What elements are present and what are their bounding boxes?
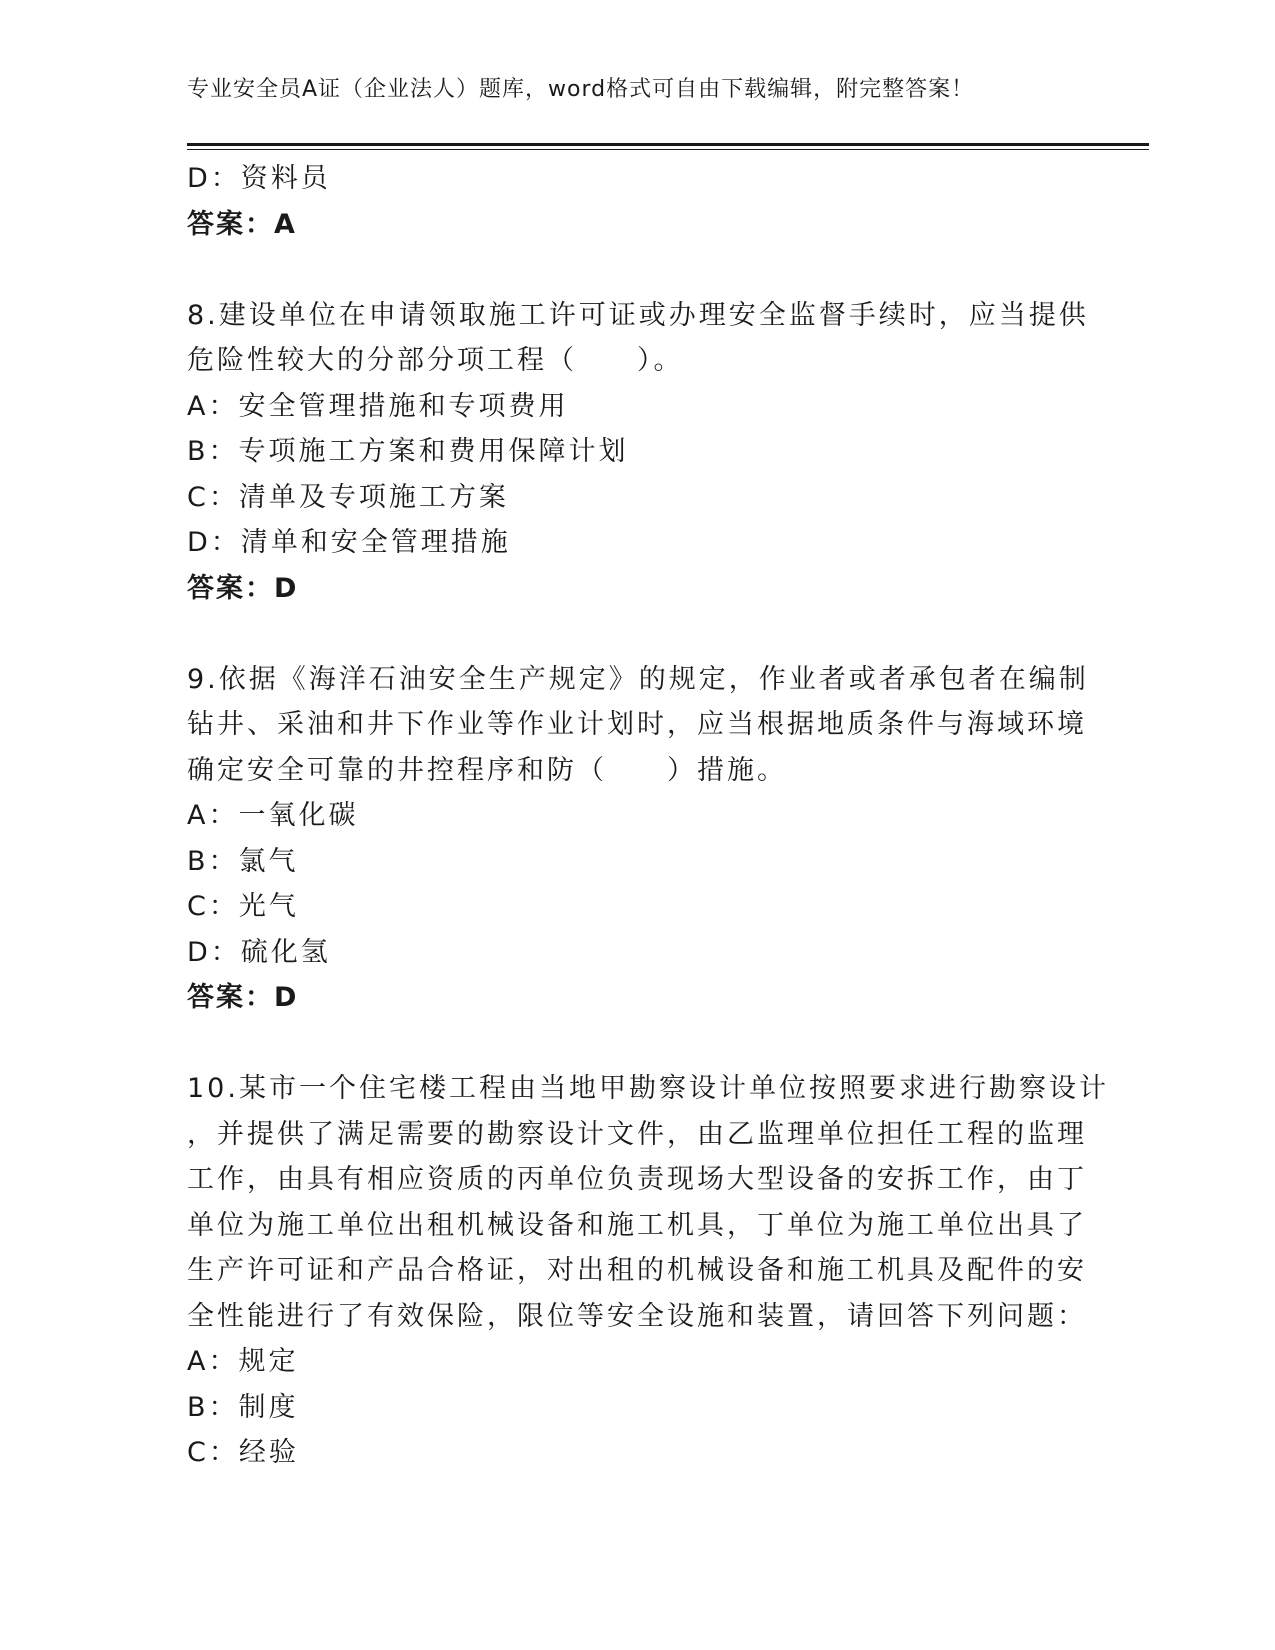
- spacer: [187, 247, 1087, 293]
- page-header: 专业安全员A证（企业法人）题库，word格式可自由下载编辑，附完整答案！: [187, 77, 975, 102]
- answer-line: 答案：A: [187, 208, 297, 240]
- question-10-line: 单位为施工单位出租机械设备和施工机具，丁单位为施工单位出具了: [187, 1209, 1087, 1241]
- answer-line: 答案：D: [187, 572, 299, 604]
- header-rule-thick: [187, 143, 1149, 146]
- question-10-line: 生产许可证和产品合格证，对出租的机械设备和施工机具及配件的安: [187, 1255, 1087, 1286]
- option-d-line: D：硫化氢: [187, 936, 331, 968]
- question-9-line: 确定安全可靠的井控程序和防（ ）措施。: [187, 754, 787, 786]
- option-a-line: A：规定: [187, 1346, 299, 1377]
- question-10-line: 10.某市一个住宅楼工程由当地甲勘察设计单位按照要求进行勘察设计: [187, 1073, 1109, 1104]
- option-b-line: B：专项施工方案和费用保障计划: [187, 436, 629, 467]
- spacer: [187, 1021, 1087, 1067]
- question-8-line: 8.建设单位在申请领取施工许可证或办理安全监督手续时，应当提供: [187, 299, 1089, 331]
- answer-line: 答案：D: [187, 982, 299, 1013]
- option-d-line: D：资料员: [187, 163, 331, 194]
- option-c-line: C：清单及专项施工方案: [187, 481, 509, 513]
- question-10-line: 工作，由具有相应资质的丙单位负责现场大型设备的安拆工作，由丁: [187, 1164, 1087, 1195]
- option-b-line: B：制度: [187, 1391, 299, 1423]
- question-10-line: 全性能进行了有效保险，限位等安全设施和装置，请回答下列问题：: [187, 1300, 1087, 1332]
- spacer: [187, 611, 1087, 657]
- header-rule-thin: [187, 149, 1149, 150]
- option-a-line: A：一氧化碳: [187, 800, 359, 831]
- question-content: [187, 156, 1109, 1476]
- option-c-line: C：光气: [187, 891, 299, 922]
- option-b-line: B：氯气: [187, 845, 299, 877]
- question-9-line: 9.依据《海洋石油安全生产规定》的规定，作业者或者承包者在编制: [187, 663, 1089, 695]
- option-c-line: C：经验: [187, 1437, 299, 1468]
- question-8-line: 危险性较大的分部分项工程（ ）。: [187, 345, 684, 376]
- option-a-line: A：安全管理措施和专项费用: [187, 390, 569, 422]
- question-9-line: 钻井、采油和井下作业等作业计划时，应当根据地质条件与海域环境: [187, 709, 1087, 740]
- option-d-line: D：清单和安全管理措施: [187, 527, 511, 558]
- question-10-line: ，并提供了满足需要的勘察设计文件，由乙监理单位担任工程的监理: [187, 1118, 1087, 1150]
